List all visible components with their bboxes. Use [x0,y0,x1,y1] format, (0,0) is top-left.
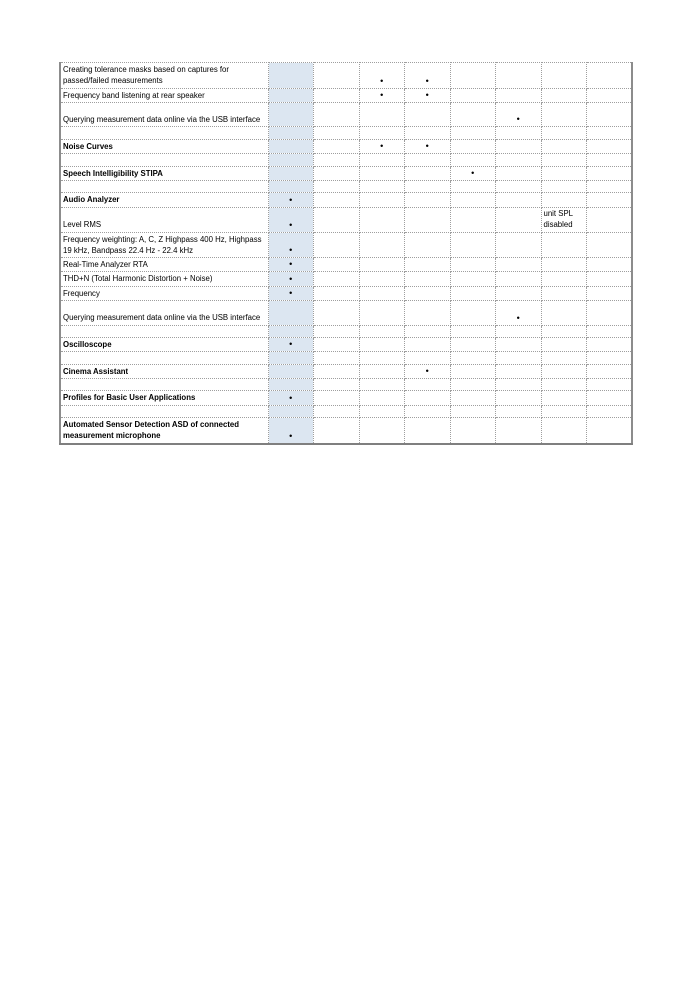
mark-cell [541,193,587,207]
mark-cell [541,391,587,405]
mark-cell [496,127,542,139]
feature-label: Automated Sensor Detection ASD of connected measurement microphone [63,420,240,441]
feature-label-cell [60,63,268,89]
mark-cell [314,154,360,166]
mark-cell [541,379,587,391]
feature-dot: • [289,245,293,256]
feature-label: Noise Curves [63,141,113,151]
highlight-mark-cell [268,391,314,405]
mark-cell [359,63,405,89]
feature-label-cell [60,352,268,364]
mark-cell [314,286,360,300]
mark-cell [587,418,633,444]
mark-cell [541,301,587,326]
mark-cell [587,193,633,207]
highlight-mark-cell [268,379,314,391]
mark-cell [405,63,451,89]
mark-cell [314,405,360,417]
feature-comparison-table [59,62,633,445]
feature-label: Oscilloscope [63,340,112,350]
mark-cell [405,352,451,364]
mark-cell [405,139,451,153]
mark-cell [314,139,360,153]
feature-dot: • [380,75,384,86]
highlight-mark-cell [268,364,314,378]
mark-cell [587,154,633,166]
section-header-cell [60,139,268,153]
mark-cell [496,166,542,180]
mark-cell [587,352,633,364]
feature-label-cell [60,272,268,286]
table-row-empty [60,405,632,417]
mark-cell [541,232,587,258]
mark-cell [450,154,496,166]
mark-cell [314,338,360,352]
cell-note: unit SPL disabled [543,208,573,229]
mark-cell [587,379,633,391]
mark-cell [450,272,496,286]
feature-label: Frequency band listening at rear speaker [63,90,205,100]
mark-cell [314,418,360,444]
mark-cell [359,166,405,180]
mark-cell [541,258,587,272]
mark-cell [450,418,496,444]
mark-cell [314,180,360,192]
mark-cell [359,379,405,391]
highlight-mark-cell [268,418,314,444]
mark-cell [496,352,542,364]
mark-cell [496,301,542,326]
mark-cell [587,207,633,232]
mark-cell [359,286,405,300]
mark-cell [359,193,405,207]
mark-cell [314,325,360,337]
mark-cell [587,391,633,405]
mark-cell [405,364,451,378]
feature-label: Level RMS [63,220,102,230]
mark-cell [405,272,451,286]
mark-cell [314,166,360,180]
mark-cell [359,272,405,286]
feature-label: Profiles for Basic User Applications [63,393,196,403]
feature-dot: • [289,430,293,441]
mark-cell [450,127,496,139]
highlight-mark-cell [268,193,314,207]
feature-label: Cinema Assistant [63,366,129,376]
table-row [60,102,632,127]
highlight-mark-cell [268,232,314,258]
mark-cell [587,139,633,153]
mark-cell [587,258,633,272]
table-row-empty [60,154,632,166]
mark-cell [541,207,587,232]
mark-cell [405,88,451,102]
table-row [60,232,632,258]
mark-cell [314,63,360,89]
table-row [60,193,632,207]
mark-cell [496,325,542,337]
mark-cell [450,63,496,89]
feature-label-cell [60,405,268,417]
mark-cell [587,338,633,352]
mark-cell [587,180,633,192]
mark-cell [541,180,587,192]
mark-cell [496,180,542,192]
mark-cell [359,338,405,352]
feature-label-cell [60,258,268,272]
mark-cell [359,418,405,444]
mark-cell [405,405,451,417]
mark-cell [405,418,451,444]
highlight-mark-cell [268,63,314,89]
feature-dot: • [380,89,384,100]
table-row-empty [60,379,632,391]
mark-cell [359,139,405,153]
feature-label: Querying measurement data online via the USB interface [63,313,261,323]
highlight-mark-cell [268,207,314,232]
mark-cell [405,338,451,352]
mark-cell [450,338,496,352]
mark-cell [541,272,587,286]
mark-cell [405,166,451,180]
feature-label: Frequency weighting: A, C, Z Highpass 400 Hz, Highpass 19 kHz, Bandpass 22.4 Hz - 22.4 kHz [63,234,262,255]
table-row [60,63,632,89]
highlight-mark-cell [268,301,314,326]
mark-cell [496,272,542,286]
mark-cell [496,286,542,300]
feature-dot: • [425,89,429,100]
mark-cell [314,127,360,139]
highlight-mark-cell [268,154,314,166]
mark-cell [359,102,405,127]
mark-cell [314,352,360,364]
mark-cell [450,88,496,102]
table-row [60,418,632,444]
feature-dot: • [380,141,384,152]
mark-cell [587,166,633,180]
feature-label: Querying measurement data online via the USB interface [63,115,261,125]
feature-label-cell [60,180,268,192]
mark-cell [359,232,405,258]
table-row-empty [60,180,632,192]
table-row [60,166,632,180]
mark-cell [587,286,633,300]
highlight-mark-cell [268,180,314,192]
mark-cell [450,352,496,364]
mark-cell [359,127,405,139]
mark-cell [314,232,360,258]
highlight-mark-cell [268,325,314,337]
mark-cell [541,405,587,417]
feature-label-cell [60,379,268,391]
mark-cell [587,364,633,378]
mark-cell [450,207,496,232]
feature-dot: • [289,339,293,350]
mark-cell [359,88,405,102]
mark-cell [314,207,360,232]
highlight-mark-cell [268,139,314,153]
section-header-cell [60,338,268,352]
mark-cell [314,258,360,272]
highlight-mark-cell [268,272,314,286]
mark-cell [541,88,587,102]
mark-cell [541,364,587,378]
mark-cell [405,127,451,139]
mark-cell [405,154,451,166]
mark-cell [405,258,451,272]
feature-dot: • [289,259,293,270]
table-row [60,207,632,232]
mark-cell [405,102,451,127]
highlight-mark-cell [268,258,314,272]
mark-cell [359,258,405,272]
mark-cell [405,286,451,300]
mark-cell [359,405,405,417]
mark-cell [359,180,405,192]
mark-cell [496,139,542,153]
mark-cell [496,379,542,391]
mark-cell [359,364,405,378]
table-row [60,258,632,272]
mark-cell [541,139,587,153]
mark-cell [541,63,587,89]
feature-dot: • [289,273,293,284]
mark-cell [541,166,587,180]
mark-cell [587,232,633,258]
feature-label: Real-Time Analyzer RTA [63,260,148,270]
mark-cell [496,232,542,258]
mark-cell [405,207,451,232]
mark-cell [314,88,360,102]
mark-cell [541,325,587,337]
highlight-mark-cell [268,102,314,127]
mark-cell [450,180,496,192]
mark-cell [359,301,405,326]
mark-cell [450,364,496,378]
mark-cell [541,102,587,127]
mark-cell [587,272,633,286]
mark-cell [541,127,587,139]
mark-cell [314,364,360,378]
mark-cell [450,232,496,258]
mark-cell [359,154,405,166]
feature-dot: • [289,194,293,205]
mark-cell [405,391,451,405]
mark-cell [405,180,451,192]
table-row-empty [60,325,632,337]
mark-cell [359,391,405,405]
mark-cell [314,379,360,391]
feature-label-cell [60,286,268,300]
mark-cell [450,391,496,405]
highlight-mark-cell [268,166,314,180]
mark-cell [587,88,633,102]
mark-cell [496,338,542,352]
mark-cell [587,325,633,337]
mark-cell [405,301,451,326]
table-row [60,139,632,153]
feature-dot: • [289,219,293,230]
mark-cell [405,232,451,258]
mark-cell [450,405,496,417]
highlight-mark-cell [268,88,314,102]
mark-cell [450,258,496,272]
mark-cell [587,405,633,417]
mark-cell [496,102,542,127]
mark-cell [541,286,587,300]
section-header-cell [60,364,268,378]
feature-label: THD+N (Total Harmonic Distortion + Noise) [63,274,213,284]
feature-label-cell [60,154,268,166]
section-header-cell [60,193,268,207]
mark-cell [496,418,542,444]
highlight-mark-cell [268,338,314,352]
feature-dot: • [289,392,293,403]
table-row-empty [60,352,632,364]
mark-cell [496,88,542,102]
table-row-empty [60,127,632,139]
mark-cell [314,193,360,207]
table-row [60,364,632,378]
highlight-mark-cell [268,286,314,300]
feature-label-cell [60,127,268,139]
mark-cell [450,193,496,207]
mark-cell [587,301,633,326]
feature-label: Frequency [63,288,100,298]
feature-label-cell [60,207,268,232]
mark-cell [496,193,542,207]
mark-cell [450,139,496,153]
mark-cell [450,379,496,391]
feature-dot: • [516,114,520,125]
mark-cell [405,325,451,337]
mark-cell [359,352,405,364]
mark-cell [314,272,360,286]
mark-cell [496,154,542,166]
mark-cell [450,325,496,337]
mark-cell [587,102,633,127]
feature-label-cell [60,325,268,337]
feature-label-cell [60,102,268,127]
mark-cell [359,325,405,337]
table-body [60,63,632,444]
section-header-cell [60,391,268,405]
table-row [60,286,632,300]
mark-cell [496,364,542,378]
table-row [60,391,632,405]
mark-cell [587,63,633,89]
mark-cell [496,391,542,405]
mark-cell [314,391,360,405]
mark-cell [541,418,587,444]
section-header-cell [60,166,268,180]
mark-cell [314,301,360,326]
table-row [60,88,632,102]
mark-cell [450,301,496,326]
mark-cell [496,63,542,89]
feature-label: Speech Intelligibility STIPA [63,168,163,178]
mark-cell [587,127,633,139]
highlight-mark-cell [268,405,314,417]
mark-cell [496,405,542,417]
feature-dot: • [289,288,293,299]
feature-label-cell [60,301,268,326]
mark-cell [541,338,587,352]
table-row [60,301,632,326]
feature-label: Audio Analyzer [63,195,120,205]
mark-cell [496,207,542,232]
table-row [60,272,632,286]
feature-label-cell [60,88,268,102]
mark-cell [405,379,451,391]
feature-dot: • [425,141,429,152]
feature-label: Creating tolerance masks based on captures for passed/failed measurements [63,65,229,86]
mark-cell [359,207,405,232]
feature-dot: • [471,167,475,178]
highlight-mark-cell [268,127,314,139]
mark-cell [450,102,496,127]
feature-dot: • [425,366,429,376]
highlight-mark-cell [268,352,314,364]
feature-label-cell [60,232,268,258]
mark-cell [496,258,542,272]
mark-cell [541,352,587,364]
section-header-cell [60,418,268,444]
mark-cell [450,286,496,300]
mark-cell [405,193,451,207]
mark-cell [450,166,496,180]
feature-dot: • [425,75,429,86]
mark-cell [541,154,587,166]
table-row [60,338,632,352]
mark-cell [314,102,360,127]
feature-dot: • [516,312,520,323]
